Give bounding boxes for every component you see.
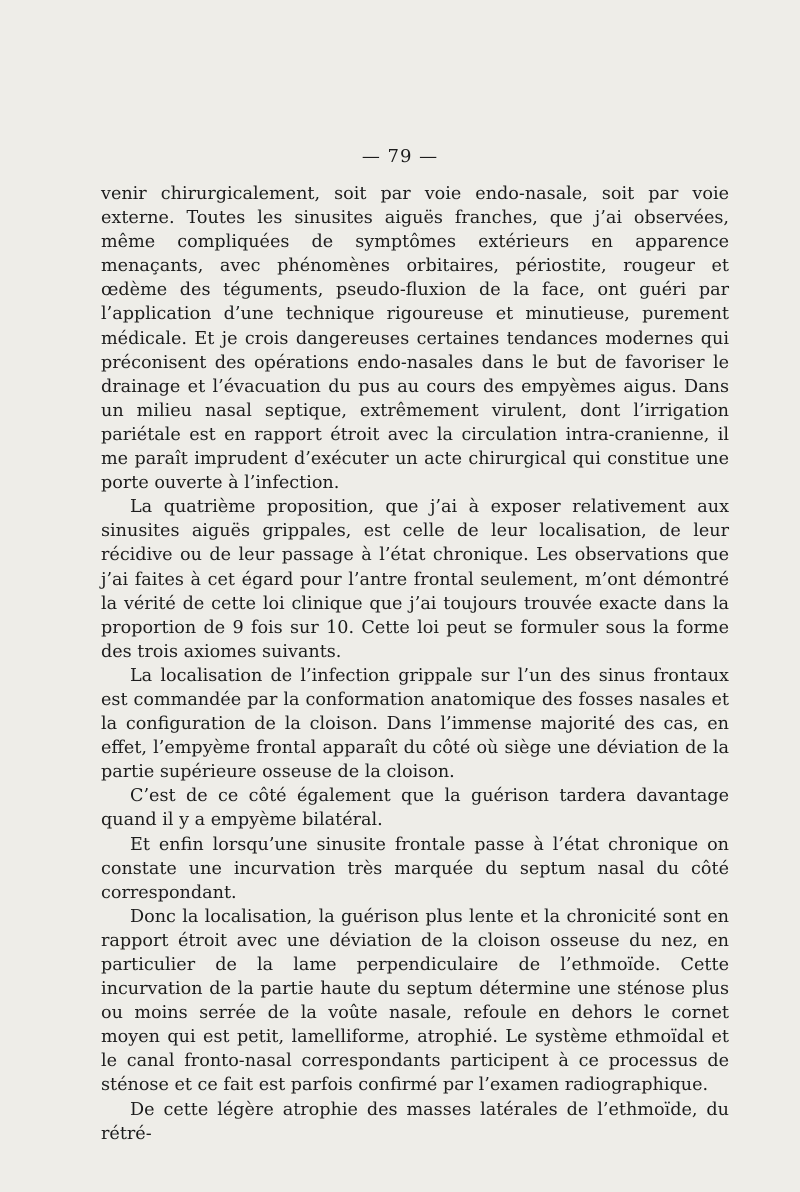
paragraph-2: La quatrième proposition, que j’ai à exposer relativement aux sinusites aiguës grippales, est celle de leur localisation, de leur récidive ou de leur passage à l’état chronique. Les observations que j’ai faites à cet égard pour l’antre frontal seulement, m’ont démontré la vérité de cette loi clinique que j’ai toujours trouvée exacte dans la proportion de 9 fois sur 10. Cette loi peut se formuler sous la forme des trois axiomes suivants. xyxy=(101,497,729,662)
page-number: — 79 — xyxy=(361,146,439,167)
paragraph-5: Et enfin lorsqu’une sinusite frontale passe à l’état chronique on constate une incurvation très marquée du septum nasal du côté correspondant. xyxy=(101,834,729,903)
paragraph-1: venir chirurgicalement, soit par voie endo-nasale, soit par voie externe. Toutes les sinusites aiguës franches, que j’ai observées, même compliquées de symptômes extérieurs en apparence menaçants, avec phénomènes orbitaires, périostite, rougeur et œdème des téguments, pseudo-fluxion de la face, ont guéri par l’application d’une technique rigoureuse et minutieuse, purement médicale. Et je crois dangereuses certaines tendances modernes qui préconisent des opérations endo-nasales dans le but de favoriser le drainage et l’évacuation du pus au cours des empyèmes aigus. Dans un milieu nasal septique, extrêmement virulent, dont l’irrigation pariétale est en rapport étroit avec la circulation intra-cranienne, il me paraît imprudent d’exécuter un acte chirurgical qui constitue une porte ouverte à l’infection. xyxy=(101,184,729,494)
paragraph-3: La localisation de l’infection grippale sur l’un des sinus frontaux est commandée par la conformation anatomique des fosses nasales et la configuration de la cloison. Dans l’immense majorité des cas, en effet, l’empyème frontal apparaît du côté où siège une déviation de la partie supérieure osseuse de la cloison. xyxy=(101,665,729,783)
paragraph-7: De cette légère atrophie des masses latérales de l’ethmoïde, du rétré- xyxy=(101,1099,729,1144)
body-text xyxy=(101,182,729,1146)
paragraph-4: C’est de ce côté également que la guérison tardera davantage quand il y a empyème bilatéral. xyxy=(101,786,729,831)
paragraph-6: Donc la localisation, la guérison plus lente et la chronicité sont en rapport étroit avec une déviation de la cloison osseuse du nez, en particulier de la lame perpendiculaire de l’ethmoïde. Cette incurvation de la partie haute du septum détermine une sténose plus ou moins serrée de la voûte nasale, refoule en dehors le cornet moyen qui est petit, lamelliforme, atrophié. Le système ethmoïdal et le canal fronto-nasal correspondants participent à ce processus de sténose et ce fait est parfois confirmé par l’examen radiographique. xyxy=(101,906,729,1096)
